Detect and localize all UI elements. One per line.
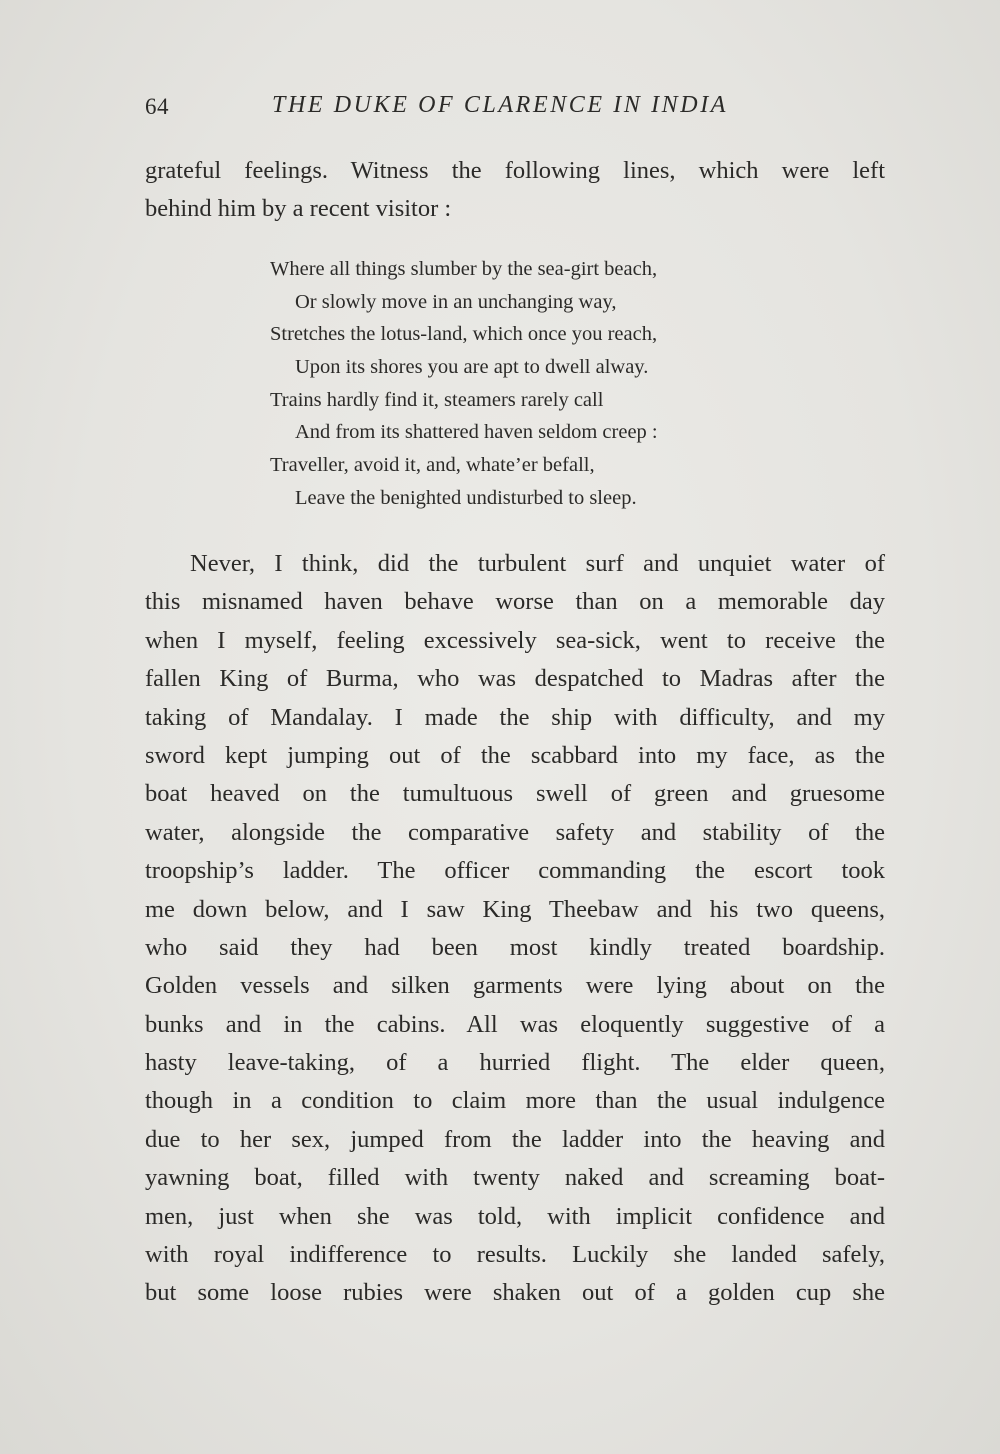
intro-text — [145, 152, 885, 229]
running-head: THE DUKE OF CLARENCE IN INDIA — [272, 92, 729, 118]
page-header — [145, 88, 885, 128]
text-line: behind him by a recent visitor : — [145, 195, 452, 223]
poem-line: Upon its shores you are apt to dwell alway. — [295, 356, 649, 379]
poem-line: Trains hardly find it, steamers rarely call — [270, 388, 604, 411]
text-line: taking of Mandalay. I made the ship with difficulty, and my — [145, 703, 885, 731]
text-line: but some loose rubies were shaken out of a golden cup she — [145, 1279, 885, 1307]
text-line: though in a condition to claim more than the usual indulgence — [145, 1087, 885, 1115]
text-line: due to her sex, jumped from the ladder into the heaving and — [145, 1125, 885, 1153]
text-line: men, just when she was told, with implicit confidence and — [145, 1202, 885, 1230]
poem-line: Leave the benighted undisturbed to sleep. — [295, 486, 637, 509]
text-line: sword kept jumping out of the scabbard into my face, as the — [145, 741, 885, 769]
text-line: who said they had been most kindly treated boardship. — [145, 933, 885, 961]
poem-line: And from its shattered haven seldom creep : — [295, 421, 658, 444]
body-paragraph — [145, 545, 885, 1313]
text-line: yawning boat, filled with twenty naked and screaming boat- — [145, 1164, 885, 1192]
poem — [270, 253, 770, 515]
text-line: when I myself, feeling excessively sea-sick, went to receive the — [145, 626, 885, 654]
text-line: water, alongside the comparative safety and stability of the — [145, 818, 885, 846]
poem-line: Stretches the lotus-land, which once you reach, — [270, 323, 658, 346]
text-line: troopship’s ladder. The officer commanding the escort took — [145, 857, 885, 885]
poem-line: Where all things slumber by the sea-girt beach, — [270, 258, 658, 280]
poem-line: Traveller, avoid it, and, whate’er befall, — [270, 454, 595, 477]
page-number: 64 — [145, 94, 169, 119]
text-line: grateful feelings. Witness the following lines, which were left — [145, 157, 885, 184]
text-line: Never, I think, did the turbulent surf and unquiet water of — [190, 550, 885, 577]
text-line: with royal indifference to results. Luckily she landed safely, — [145, 1241, 885, 1269]
text-line: me down below, and I saw King Theebaw and his two queens, — [145, 895, 885, 923]
text-line: hasty leave-taking, of a hurried flight. The elder queen, — [145, 1049, 885, 1077]
text-line: fallen King of Burma, who was despatched to Madras after the — [145, 665, 885, 693]
text-line: boat heaved on the tumultuous swell of green and gruesome — [145, 780, 885, 808]
text-line: bunks and in the cabins. All was eloquently suggestive of a — [145, 1010, 885, 1038]
poem-line: Or slowly move in an unchanging way, — [295, 290, 617, 313]
text-line: Golden vessels and silken garments were lying about on the — [145, 972, 885, 1000]
text-line: this misnamed haven behave worse than on a memorable day — [145, 588, 885, 616]
